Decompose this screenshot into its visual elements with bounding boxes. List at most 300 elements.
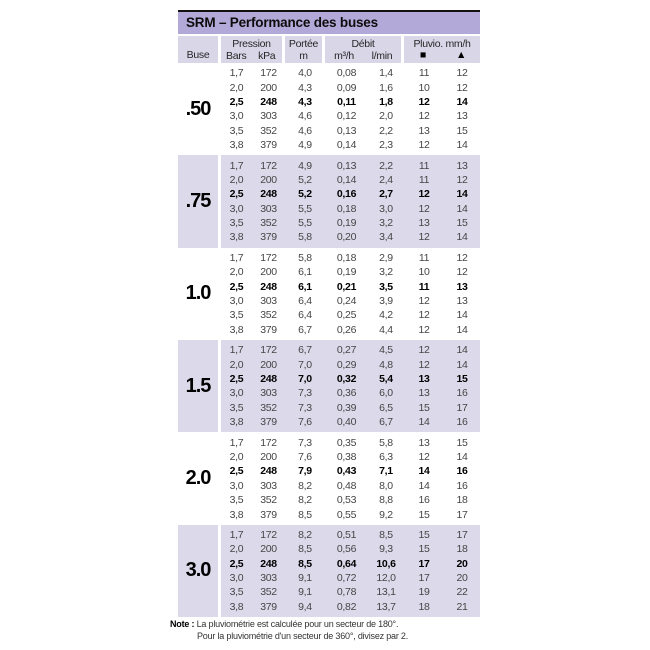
table-cell: 303 <box>260 479 277 492</box>
nozzle-group <box>178 248 480 340</box>
table-cell: 0,56 <box>336 543 357 556</box>
table-row <box>221 343 480 357</box>
table-cell: 12 <box>418 110 430 123</box>
table-cell: 2,7 <box>379 188 393 201</box>
table-cell: 7,3 <box>298 436 312 449</box>
table-cell: 0,13 <box>336 159 357 172</box>
table-cell: 18 <box>418 600 430 613</box>
table-cell: 12 <box>418 139 430 152</box>
table-cell: 15 <box>418 543 430 556</box>
table-cell: 0,08 <box>336 67 357 80</box>
table-cell: 379 <box>260 231 277 244</box>
table-cell: 14 <box>456 323 468 336</box>
table-cell: 200 <box>260 266 277 279</box>
table-cell: 0,55 <box>336 508 357 521</box>
table-row <box>221 279 480 293</box>
table-cell: 14 <box>456 450 468 463</box>
table-cell: 15 <box>418 508 430 521</box>
table-cell: 1,4 <box>379 67 393 80</box>
table-cell: 16 <box>456 387 468 400</box>
table-cell: 8,2 <box>298 494 312 507</box>
table-cell: 13 <box>456 110 468 123</box>
table-cell: 2,0 <box>229 358 244 371</box>
table-cell: 7,9 <box>298 465 312 478</box>
table-cell: 11 <box>418 67 430 80</box>
table-cell: 0,18 <box>336 202 357 215</box>
table-cell: 3,2 <box>379 217 393 230</box>
table-cell: 8,2 <box>298 528 312 541</box>
table-cell: 16 <box>418 494 430 507</box>
table-cell: 7,1 <box>379 465 393 478</box>
table-cell: 248 <box>260 280 277 293</box>
nozzle-size-label: 1.5 <box>178 340 218 432</box>
nozzle-size-label: 1.0 <box>185 282 211 305</box>
table-cell: 21 <box>456 600 468 613</box>
group-rows <box>221 525 480 617</box>
table-cell: 8,8 <box>379 494 393 507</box>
header-debit-label: Débit <box>351 38 375 50</box>
table-cell: 379 <box>260 508 277 521</box>
table-cell: 2,0 <box>229 450 244 463</box>
performance-table <box>178 10 480 617</box>
table-cell: 20 <box>456 557 468 570</box>
table-cell: 4,5 <box>379 344 393 357</box>
header-kpa-label: kPa <box>258 50 276 62</box>
table-cell: 15 <box>418 528 430 541</box>
table-cell: 12 <box>418 323 430 336</box>
table-cell: 6,7 <box>298 344 312 357</box>
table-cell: 14 <box>456 95 468 108</box>
table-cell: 7,6 <box>298 416 312 429</box>
table-cell: 0,29 <box>336 358 357 371</box>
table-cell: 5,2 <box>298 188 312 201</box>
table-cell: 9,1 <box>298 572 312 585</box>
header-portee-unit: m <box>299 50 308 62</box>
table-cell: 352 <box>260 586 277 599</box>
nozzle-group <box>178 155 480 247</box>
table-cell: 0,27 <box>336 344 357 357</box>
table-cell: 10,6 <box>376 557 396 570</box>
table-cell: 0,18 <box>336 251 357 264</box>
table-cell: 352 <box>260 217 277 230</box>
table-cell: 12 <box>418 450 430 463</box>
group-rows <box>221 155 480 247</box>
table-cell: 14 <box>418 479 430 492</box>
table-row <box>221 571 480 585</box>
table-row <box>221 585 480 599</box>
table-row <box>221 109 480 123</box>
nozzle-size-label: .50 <box>185 97 211 120</box>
table-cell: 0,40 <box>336 416 357 429</box>
header-pluvio <box>404 36 480 63</box>
table-cell: 13 <box>418 124 430 137</box>
table-cell: 8,5 <box>298 508 312 521</box>
table-cell: 8,5 <box>298 557 312 570</box>
table-row <box>221 80 480 94</box>
table-cell: 1,7 <box>229 159 244 172</box>
table-cell: 7,3 <box>298 401 312 414</box>
table-cell: 16 <box>456 479 468 492</box>
table-cell: 248 <box>260 465 277 478</box>
table-cell: 379 <box>260 416 277 429</box>
table-cell: 14 <box>418 416 430 429</box>
table-cell: 16 <box>456 416 468 429</box>
header-lmin-label: l/min <box>371 50 393 62</box>
table-cell: 0,20 <box>336 231 357 244</box>
table-cell: 13 <box>456 280 468 293</box>
table-cell: 248 <box>260 95 277 108</box>
table-cell: 8,5 <box>298 543 312 556</box>
table-cell: 11 <box>418 280 430 293</box>
table-cell: 6,4 <box>298 295 312 308</box>
table-cell: 17 <box>456 401 468 414</box>
table-cell: 3,8 <box>229 323 244 336</box>
nozzle-group <box>178 63 480 155</box>
table-cell: 6,0 <box>379 387 393 400</box>
table-cell: 379 <box>260 139 277 152</box>
table-cell: 3,0 <box>229 202 244 215</box>
group-rows <box>221 432 480 524</box>
table-cell: 172 <box>260 251 277 264</box>
table-cell: 3,2 <box>379 266 393 279</box>
table-cell: 0,35 <box>336 436 357 449</box>
table-cell: 2,0 <box>229 173 244 186</box>
table-cell: 14 <box>456 202 468 215</box>
table-cell: 3,0 <box>229 479 244 492</box>
table-cell: 15 <box>456 124 468 137</box>
header-pression-label: Pression <box>232 38 271 50</box>
table-cell: 17 <box>456 528 468 541</box>
table-cell: 12 <box>418 344 430 357</box>
table-cell: 14 <box>456 344 468 357</box>
table-cell: 0,13 <box>336 124 357 137</box>
table-cell: 3,8 <box>229 416 244 429</box>
table-cell: 3,0 <box>229 387 244 400</box>
table-cell: 15 <box>456 373 468 385</box>
table-cell: 4,0 <box>298 67 312 80</box>
table-cell: 3,5 <box>229 309 244 322</box>
table-cell: 19 <box>418 586 430 599</box>
table-cell: 12 <box>456 81 468 94</box>
table-cell: 2,4 <box>379 173 393 186</box>
footnote <box>170 618 500 642</box>
table-cell: 10 <box>418 81 430 94</box>
table-row <box>221 493 480 507</box>
table-cell: 7,0 <box>298 373 312 385</box>
table-row <box>221 435 480 449</box>
table-cell: 2,5 <box>229 557 244 570</box>
table-row <box>221 202 480 216</box>
footnote-text-1: La pluviométrie est calculée pour un secteur de 180°. <box>196 619 399 629</box>
table-row <box>221 357 480 371</box>
table-cell: 4,4 <box>379 323 393 336</box>
table-cell: 0,51 <box>336 528 357 541</box>
table-cell: 5,8 <box>298 251 312 264</box>
table-cell: 0,78 <box>336 586 357 599</box>
table-cell: 0,19 <box>336 217 357 230</box>
group-rows <box>221 248 480 340</box>
table-cell: 200 <box>260 450 277 463</box>
table-cell: 9,1 <box>298 586 312 599</box>
table-cell: 22 <box>456 586 468 599</box>
table-cell: 7,0 <box>298 358 312 371</box>
table-cell: 172 <box>260 67 277 80</box>
table-row <box>221 415 480 429</box>
table-cell: 3,5 <box>229 124 244 137</box>
table-row <box>221 464 480 478</box>
table-cell: 0,16 <box>336 188 357 201</box>
table-cell: 11 <box>418 159 430 172</box>
table-cell: 3,8 <box>229 600 244 613</box>
footnote-line-2: Pour la pluviométrie d'un secteur de 360°, divisez par 2. <box>197 631 409 641</box>
table-cell: 0,39 <box>336 401 357 414</box>
column-header-row <box>178 36 480 63</box>
table-row <box>221 95 480 109</box>
table-cell: 303 <box>260 295 277 308</box>
table-cell: 9,3 <box>379 543 393 556</box>
table-cell: 1,6 <box>379 81 393 94</box>
table-cell: 17 <box>418 572 430 585</box>
table-cell: 2,5 <box>229 465 244 478</box>
table-cell: 0,14 <box>336 139 357 152</box>
table-cell: 12,0 <box>376 572 396 585</box>
table-cell: 18 <box>456 494 468 507</box>
table-row <box>221 386 480 400</box>
table-cell: 14 <box>418 465 430 478</box>
table-row <box>221 542 480 556</box>
header-buse <box>178 36 218 63</box>
table-cell: 15 <box>418 401 430 414</box>
table-cell: 4,9 <box>298 159 312 172</box>
table-cell: 6,5 <box>379 401 393 414</box>
table-cell: 11 <box>418 173 430 186</box>
table-row <box>221 557 480 571</box>
table-cell: 11 <box>418 251 430 264</box>
table-cell: 3,5 <box>379 280 393 293</box>
table-cell: 14 <box>456 139 468 152</box>
table-cell: 0,24 <box>336 295 357 308</box>
table-cell: 3,0 <box>379 202 393 215</box>
table-cell: 4,6 <box>298 124 312 137</box>
table-cell: 200 <box>260 543 277 556</box>
table-cell: 5,5 <box>298 217 312 230</box>
group-rows <box>221 340 480 432</box>
table-cell: 7,6 <box>298 450 312 463</box>
table-row <box>221 479 480 493</box>
table-cell: 0,21 <box>336 280 357 293</box>
table-cell: 12 <box>418 95 430 108</box>
table-cell: 12 <box>418 231 430 244</box>
table-cell: 13 <box>418 373 430 385</box>
table-cell: 3,0 <box>229 572 244 585</box>
table-cell: 172 <box>260 436 277 449</box>
table-cell: 352 <box>260 401 277 414</box>
table-cell: 2,5 <box>229 373 244 385</box>
table-cell: 1,7 <box>229 251 244 264</box>
footnote-label: Note : <box>170 619 195 629</box>
table-cell: 12 <box>418 295 430 308</box>
table-cell: 1,7 <box>229 344 244 357</box>
table-cell: 0,38 <box>336 450 357 463</box>
table-row <box>221 308 480 322</box>
table-cell: 352 <box>260 309 277 322</box>
table-row <box>221 138 480 152</box>
table-cell: 352 <box>260 124 277 137</box>
table-cell: 303 <box>260 202 277 215</box>
header-pression <box>221 36 282 63</box>
table-cell: 7,3 <box>298 387 312 400</box>
table-cell: 9,2 <box>379 508 393 521</box>
table-cell: 1,7 <box>229 67 244 80</box>
table-row <box>221 124 480 138</box>
table-cell: 12 <box>418 309 430 322</box>
triangle-icon: ▲ <box>455 49 467 61</box>
table-row <box>221 507 480 521</box>
table-cell: 248 <box>260 373 277 385</box>
table-cell: 14 <box>456 309 468 322</box>
table-cell: 3,5 <box>229 401 244 414</box>
table-cell: 1,8 <box>379 95 393 108</box>
table-cell: 303 <box>260 387 277 400</box>
table-cell: 14 <box>456 358 468 371</box>
table-cell: 3,5 <box>229 586 244 599</box>
table-cell: 4,3 <box>298 81 312 94</box>
table-row <box>221 450 480 464</box>
table-cell: 15 <box>456 217 468 230</box>
table-cell: 13 <box>456 295 468 308</box>
table-cell: 3,5 <box>229 494 244 507</box>
table-row <box>221 265 480 279</box>
nozzle-group <box>178 525 480 617</box>
table-cell: 18 <box>456 543 468 556</box>
table-cell: 13,7 <box>376 600 396 613</box>
nozzle-size-label: .75 <box>178 155 218 247</box>
table-cell: 16 <box>456 465 468 478</box>
table-cell: 0,26 <box>336 323 357 336</box>
table-cell: 2,0 <box>229 543 244 556</box>
table-cell: 15 <box>456 436 468 449</box>
table-row <box>221 187 480 201</box>
table-cell: 2,0 <box>379 110 393 123</box>
table-cell: 12 <box>456 251 468 264</box>
table-cell: 12 <box>456 266 468 279</box>
table-cell: 12 <box>456 173 468 186</box>
table-row <box>221 372 480 386</box>
table-cell: 13 <box>418 436 430 449</box>
table-cell: 200 <box>260 173 277 186</box>
table-cell: 2,5 <box>229 95 244 108</box>
table-cell: 379 <box>260 600 277 613</box>
header-debit <box>325 36 401 63</box>
table-row <box>221 158 480 172</box>
table-cell: 2,0 <box>229 81 244 94</box>
table-cell: 4,2 <box>379 309 393 322</box>
table-cell: 0,25 <box>336 309 357 322</box>
square-icon: ■ <box>419 49 427 61</box>
header-m3h-label: m³/h <box>334 50 354 62</box>
table-cell: 1,7 <box>229 436 244 449</box>
table-cell: 0,09 <box>336 81 357 94</box>
table-row <box>221 173 480 187</box>
table-cell: 4,3 <box>298 95 312 108</box>
table-cell: 172 <box>260 344 277 357</box>
table-cell: 248 <box>260 557 277 570</box>
table-cell: 6,7 <box>379 416 393 429</box>
table-cell: 0,11 <box>337 95 356 108</box>
table-cell: 1,7 <box>229 528 244 541</box>
header-portee <box>285 36 322 63</box>
table-cell: 8,2 <box>298 479 312 492</box>
table-cell: 2,5 <box>229 188 244 201</box>
table-row <box>221 323 480 337</box>
table-cell: 0,32 <box>336 373 357 385</box>
table-cell: 17 <box>418 557 430 570</box>
table-cell: 2,5 <box>229 280 244 293</box>
table-cell: 3,0 <box>229 110 244 123</box>
table-cell: 5,5 <box>298 202 312 215</box>
group-rows <box>221 63 480 155</box>
table-cell: 13,1 <box>376 586 396 599</box>
nozzle-group <box>178 432 480 524</box>
header-pluvio-label: Pluvio. mm/h <box>413 38 471 50</box>
table-cell: 8,0 <box>379 479 393 492</box>
table-cell: 12 <box>456 67 468 80</box>
table-cell: 12 <box>418 188 430 201</box>
table-cell: 200 <box>260 358 277 371</box>
table-cell: 4,9 <box>298 139 312 152</box>
table-cell: 0,64 <box>336 557 357 570</box>
table-cell: 17 <box>456 508 468 521</box>
footnote-line-1 <box>170 618 500 630</box>
table-cell: 13 <box>418 217 430 230</box>
table-cell: 3,4 <box>379 231 393 244</box>
table-cell: 352 <box>260 494 277 507</box>
table-cell: 5,8 <box>298 231 312 244</box>
table-cell: 2,0 <box>229 266 244 279</box>
nozzle-size-label: 3.0 <box>178 525 218 617</box>
table-cell: 200 <box>260 81 277 94</box>
table-cell: 13 <box>456 159 468 172</box>
table-cell: 3,8 <box>229 139 244 152</box>
nozzle-size-label: 2.0 <box>185 467 211 490</box>
table-cell: 0,43 <box>336 465 357 478</box>
table-row <box>221 66 480 80</box>
header-portee-label: Portée <box>288 38 319 50</box>
table-cell: 303 <box>260 572 277 585</box>
table-cell: 3,8 <box>229 508 244 521</box>
table-cell: 2,2 <box>379 124 393 137</box>
table-cell: 13 <box>418 387 430 400</box>
table-cell: 3,5 <box>229 217 244 230</box>
table-title: SRM – Performance des buses <box>178 12 480 34</box>
table-cell: 10 <box>418 266 430 279</box>
table-cell: 0,36 <box>336 387 357 400</box>
table-cell: 172 <box>260 528 277 541</box>
table-cell: 3,0 <box>229 295 244 308</box>
header-bars-label: Bars <box>226 50 247 62</box>
table-cell: 248 <box>260 188 277 201</box>
table-cell: 6,7 <box>298 323 312 336</box>
table-cell: 4,6 <box>298 110 312 123</box>
table-cell: 172 <box>260 159 277 172</box>
table-cell: 3,9 <box>379 295 393 308</box>
table-cell: 2,2 <box>379 159 393 172</box>
table-cell: 2,3 <box>379 139 393 152</box>
table-cell: 2,9 <box>379 251 393 264</box>
nozzle-group <box>178 340 480 432</box>
table-row <box>221 216 480 230</box>
table-cell: 20 <box>456 572 468 585</box>
